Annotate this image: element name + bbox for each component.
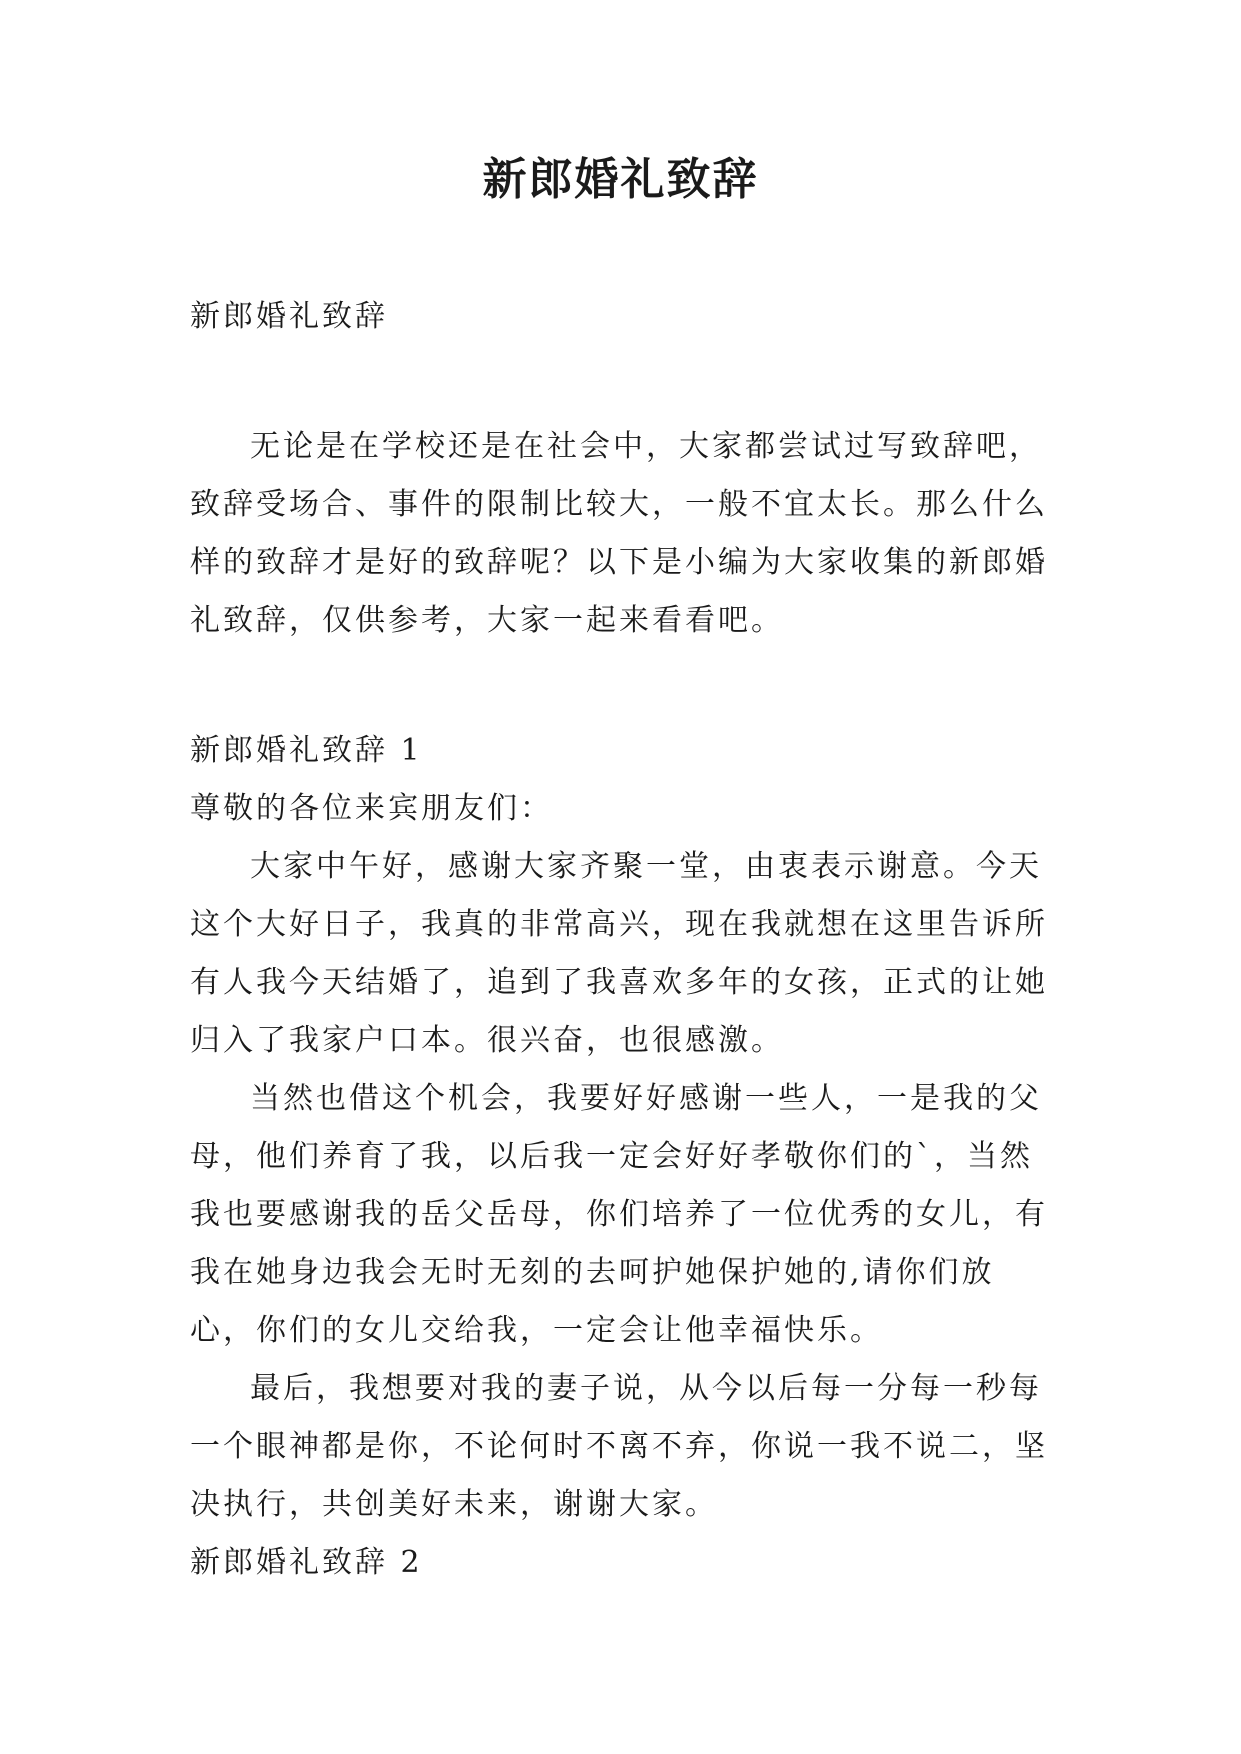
body-paragraph-1: 大家中午好，感谢大家齐聚一堂，由衷表示谢意。今天这个大好日子，我真的非常高兴，现在我就想在这里告诉所有人我今天结婚了，追到了我喜欢多年的女孩，正式的让她归入了我家户口本。很兴奋，也很感激。: [190, 849, 1048, 1058]
section-2-heading: 新郎婚礼致辞 2: [190, 1545, 423, 1580]
document-body: [190, 288, 1060, 1592]
section-1-heading: 新郎婚礼致辞 1: [190, 733, 423, 768]
body-paragraph-2: 当然也借这个机会，我要好好感谢一些人，一是我的父母，他们养育了我，以后我一定会好好孝敬你们的`，当然我也要感谢我的岳父岳母，你们培养了一位优秀的女儿，有我在她身边我会无时无刻的去呵护她保护她的,请你们放心，你们的女儿交给我，一定会让他幸福快乐。: [190, 1081, 1048, 1348]
body-paragraph-3: 最后，我想要对我的妻子说，从今以后每一分每一秒每一个眼神都是你，不论何时不离不弃，你说一我不说二，坚决执行，共创美好未来，谢谢大家。: [190, 1371, 1048, 1522]
intro-paragraph: 无论是在学校还是在社会中，大家都尝试过写致辞吧，致辞受场合、事件的限制比较大，一般不宜太长。那么什么样的致辞才是好的致辞呢？以下是小编为大家收集的新郎婚礼致辞，仅供参考，大家一起来看看吧。: [190, 429, 1048, 638]
document-subtitle: 新郎婚礼致辞: [190, 299, 388, 334]
document-title: 新郎婚礼致辞: [482, 154, 759, 205]
salutation: 尊敬的各位来宾朋友们：: [190, 791, 553, 826]
